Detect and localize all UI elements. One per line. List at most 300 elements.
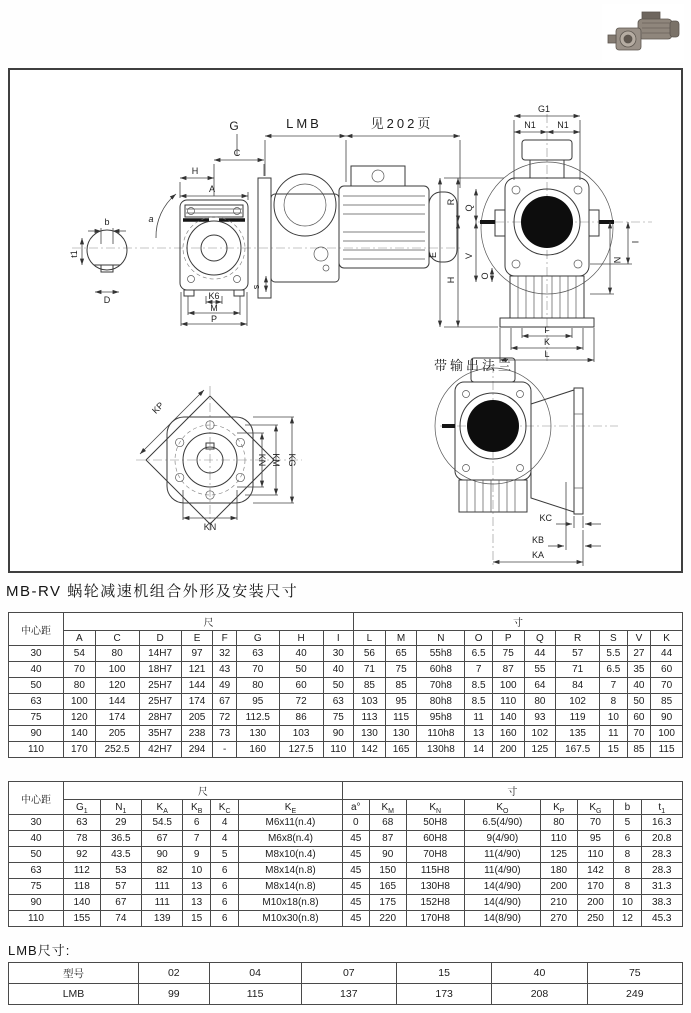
table-cell: 60 — [627, 710, 651, 726]
table-cell: 93 — [524, 710, 556, 726]
table-cell: 75 — [492, 646, 524, 662]
table-cell: 40 — [279, 646, 323, 662]
table-cell: 125 — [524, 742, 556, 758]
dim-label-E: E — [428, 251, 438, 259]
row-header: 30 — [9, 646, 64, 662]
table-cell: 30 — [323, 646, 354, 662]
table-cell: 80 — [95, 646, 139, 662]
dim-label-N1-right: N1 — [557, 120, 569, 130]
table-cell: 130 — [385, 726, 417, 742]
table-row — [9, 694, 683, 710]
table-cell: 60h8 — [417, 662, 465, 678]
column-header: R — [556, 631, 600, 646]
table-cell: 6 — [211, 895, 239, 911]
row-header: 110 — [9, 911, 64, 927]
column-header: L — [354, 631, 386, 646]
see-page-202-note: 见202页 — [370, 116, 434, 131]
column-header: a° — [342, 800, 369, 815]
dim-label-K: K — [543, 337, 551, 347]
table-cell: 85 — [627, 742, 651, 758]
table-cell: 45 — [342, 879, 369, 895]
column-header: M — [385, 631, 417, 646]
table-cell: 85 — [354, 678, 386, 694]
table-cell: 238 — [181, 726, 213, 742]
lmb-section-title: LMB尺寸: — [8, 943, 71, 958]
table-cell: 55h8 — [417, 646, 465, 662]
table-row — [9, 726, 683, 742]
table-cell: 6 — [211, 879, 239, 895]
table-cell: 6.5 — [600, 662, 628, 678]
dim-label-M: M — [210, 303, 218, 313]
table-cell: 80 — [64, 678, 96, 694]
table-cell: 28.3 — [641, 847, 683, 863]
table-cell: 103 — [354, 694, 386, 710]
table-cell: 14H7 — [139, 646, 181, 662]
gearmotor-photo-image — [602, 4, 684, 62]
table-cell: 102 — [524, 726, 556, 742]
table-cell: 115 — [209, 984, 301, 1005]
table-cell: 40 — [627, 678, 651, 694]
column-header: N — [417, 631, 465, 646]
row-header: 75 — [9, 879, 64, 895]
column-header: $K_N$ — [406, 800, 464, 815]
table-cell: 67 — [100, 895, 141, 911]
table-cell: 27 — [627, 646, 651, 662]
table-cell: 75 — [385, 662, 417, 678]
table-cell: M8x10(n.4) — [239, 847, 342, 863]
table-cell: 42H7 — [139, 742, 181, 758]
data-table — [8, 781, 683, 927]
table-cell: 140 — [492, 710, 524, 726]
table-cell: 80h8 — [417, 694, 465, 710]
table-cell: 205 — [95, 726, 139, 742]
table-cell: 160 — [236, 742, 279, 758]
table-cell: 72 — [213, 710, 237, 726]
corner-header: 中心距 — [9, 613, 64, 646]
table-cell: 5 — [614, 815, 641, 831]
table-cell: 220 — [369, 911, 406, 927]
table-cell: M6x8(n.4) — [239, 831, 342, 847]
dim-label-P: P — [210, 314, 218, 324]
table-cell: 60H8 — [406, 831, 464, 847]
table-cell: 165 — [385, 742, 417, 758]
table-cell: 45 — [342, 863, 369, 879]
table-cell: 95 — [236, 694, 279, 710]
table-cell: 155 — [64, 911, 101, 927]
table-row — [9, 678, 683, 694]
dim-label-KP: KP — [150, 400, 166, 416]
table-cell: 174 — [181, 694, 213, 710]
row-header: 63 — [9, 863, 64, 879]
combo-dimension-table-1 — [8, 612, 683, 758]
table-cell: 100 — [651, 726, 683, 742]
table-cell: 44 — [651, 646, 683, 662]
table-cell: 63 — [64, 815, 101, 831]
table-row — [9, 963, 683, 984]
column-header: $K_C$ — [211, 800, 239, 815]
table-cell: 45 — [342, 831, 369, 847]
page-title: MB-RV 蜗轮减速机组合外形及安装尺寸 — [6, 583, 299, 600]
dim-label-H2: H — [446, 276, 456, 284]
table-cell: 0 — [342, 815, 369, 831]
table-cell: 35 — [627, 662, 651, 678]
table-cell: 50 — [323, 678, 354, 694]
table-cell: 70 — [64, 662, 96, 678]
dim-label-C: C — [233, 148, 241, 158]
table-cell: 95h8 — [417, 710, 465, 726]
table-row — [9, 879, 683, 895]
column-header: D — [139, 631, 181, 646]
column-header: $N_1$ — [100, 800, 141, 815]
table-cell: 72 — [279, 694, 323, 710]
dim-label-KA: KA — [531, 550, 545, 560]
row-header: 40 — [9, 831, 64, 847]
table-cell: 7 — [465, 662, 493, 678]
table-cell: 270 — [540, 911, 577, 927]
table-cell: 57 — [556, 646, 600, 662]
column-header: F — [213, 631, 237, 646]
table-cell: 4 — [211, 815, 239, 831]
table-cell: 125 — [540, 847, 577, 863]
table-cell: 7 — [600, 678, 628, 694]
table-cell: 67 — [213, 694, 237, 710]
column-header: Q — [524, 631, 556, 646]
table-cell: 64 — [524, 678, 556, 694]
data-table — [8, 962, 683, 1005]
table-row — [9, 911, 683, 927]
table-cell: 111 — [142, 879, 183, 895]
table-row — [9, 710, 683, 726]
dim-label-G: G — [229, 119, 239, 133]
table-cell: 13 — [183, 895, 211, 911]
table-cell: 170 — [64, 742, 96, 758]
with-output-flange-title: 带输出法兰 — [434, 358, 515, 373]
table-cell: 11 — [600, 726, 628, 742]
group-header: 尺 — [64, 782, 343, 800]
column-header: $K_E$ — [239, 800, 342, 815]
table-cell: 44 — [524, 646, 556, 662]
table-cell: M8x14(n.8) — [239, 863, 342, 879]
table-cell: 10 — [600, 710, 628, 726]
table-cell: 144 — [95, 694, 139, 710]
table-cell: M6x11(n.4) — [239, 815, 342, 831]
table-cell: 11(4/90) — [464, 863, 540, 879]
lmb-dimension-table — [8, 962, 683, 1005]
table-cell: 70 — [577, 815, 614, 831]
table-cell: 160 — [492, 726, 524, 742]
table-cell: 13 — [465, 726, 493, 742]
dim-label-KN-side: KN — [257, 453, 267, 467]
table-cell: 174 — [95, 710, 139, 726]
table-cell: 45 — [342, 895, 369, 911]
table-cell: 45.3 — [641, 911, 683, 927]
table-cell: 87 — [492, 662, 524, 678]
table-cell: 200 — [577, 895, 614, 911]
table-cell: 70h8 — [417, 678, 465, 694]
column-header: $K_M$ — [369, 800, 406, 815]
table-cell: 110 — [577, 847, 614, 863]
row-header: 90 — [9, 726, 64, 742]
row-header: 110 — [9, 742, 64, 758]
table-cell: 137 — [301, 984, 396, 1005]
dim-label-KG: KG — [287, 453, 297, 467]
table-cell: 100 — [64, 694, 96, 710]
table-cell: 90 — [651, 710, 683, 726]
table-row — [9, 646, 683, 662]
table-cell: 90 — [369, 847, 406, 863]
table-cell: 65 — [385, 646, 417, 662]
table-cell: 14(4/90) — [464, 879, 540, 895]
table-cell: 110 — [323, 742, 354, 758]
data-table — [8, 612, 683, 758]
table-cell: 97 — [181, 646, 213, 662]
table-cell: 78 — [64, 831, 101, 847]
table-cell: 80 — [540, 815, 577, 831]
table-cell: 92 — [64, 847, 101, 863]
table-cell: 11 — [465, 710, 493, 726]
column-header: H — [279, 631, 323, 646]
table-cell: 8 — [614, 879, 641, 895]
column-header: V — [627, 631, 651, 646]
table-cell: 95 — [577, 831, 614, 847]
table-cell: 50H8 — [406, 815, 464, 831]
table-cell: 140 — [64, 895, 101, 911]
table-cell: 53 — [100, 863, 141, 879]
table-cell: 95 — [385, 694, 417, 710]
column-header: A — [64, 631, 96, 646]
column-header: b — [614, 800, 641, 815]
column-header: $K_P$ — [540, 800, 577, 815]
table-cell: 252.5 — [95, 742, 139, 758]
column-header: I — [323, 631, 354, 646]
dim-label-L: L — [544, 349, 550, 359]
table-cell: 5.5 — [600, 646, 628, 662]
row-header: 30 — [9, 815, 64, 831]
row-header: 40 — [9, 662, 64, 678]
table-cell: 43 — [213, 662, 237, 678]
table-cell: M10x30(n.8) — [239, 911, 342, 927]
table-cell: 80 — [236, 678, 279, 694]
table-cell: 14(4/90) — [464, 895, 540, 911]
table-cell: 71 — [556, 662, 600, 678]
table-cell: 6.5 — [465, 646, 493, 662]
dim-label-H: H — [191, 166, 199, 176]
table-cell: 67 — [142, 831, 183, 847]
table-cell: 85 — [651, 694, 683, 710]
table-cell: 175 — [369, 895, 406, 911]
dim-label-I: I — [630, 240, 640, 244]
table-cell: 120 — [64, 710, 96, 726]
table-cell: 9(4/90) — [464, 831, 540, 847]
table-cell: 249 — [587, 984, 682, 1005]
table-row — [9, 895, 683, 911]
table-cell: 45 — [342, 911, 369, 927]
row-header: 型号 — [9, 963, 139, 984]
combo-dimension-table-2 — [8, 781, 683, 927]
table-cell: 7 — [183, 831, 211, 847]
table-cell: 208 — [492, 984, 587, 1005]
table-cell: 85 — [385, 678, 417, 694]
table-cell: 15 — [600, 742, 628, 758]
table-row — [9, 831, 683, 847]
table-cell: 63 — [323, 694, 354, 710]
table-cell: 13 — [183, 879, 211, 895]
table-cell: 31.3 — [641, 879, 683, 895]
table-cell: 6.5(4/90) — [464, 815, 540, 831]
dim-label-t1: t1 — [69, 250, 79, 258]
table-cell: M10x18(n.8) — [239, 895, 342, 911]
table-cell: 70 — [236, 662, 279, 678]
table-cell: 20.8 — [641, 831, 683, 847]
table-cell: 14(8/90) — [464, 911, 540, 927]
table-cell: M8x14(n.8) — [239, 879, 342, 895]
table-cell: 55 — [524, 662, 556, 678]
dim-label-V: V — [464, 252, 474, 260]
table-cell: 6 — [183, 815, 211, 831]
table-cell: 82 — [142, 863, 183, 879]
dim-label-D: D — [103, 295, 111, 305]
table-cell: 86 — [279, 710, 323, 726]
table-cell: 54.5 — [142, 815, 183, 831]
table-cell: 45 — [342, 847, 369, 863]
table-row — [9, 984, 683, 1005]
table-row — [9, 847, 683, 863]
table-cell: 54 — [64, 646, 96, 662]
output-flange-side-drawing — [435, 358, 618, 566]
table-cell: 10 — [614, 895, 641, 911]
table-cell: 200 — [540, 879, 577, 895]
row-header: 63 — [9, 694, 64, 710]
table-cell: 70H8 — [406, 847, 464, 863]
table-cell: 210 — [540, 895, 577, 911]
table-cell: 68 — [369, 815, 406, 831]
table-cell: 02 — [139, 963, 210, 984]
table-cell: 38.3 — [641, 895, 683, 911]
table-cell: - — [213, 742, 237, 758]
table-cell: 130 — [236, 726, 279, 742]
dim-label-angle-a: a — [148, 214, 154, 224]
table-cell: 139 — [142, 911, 183, 927]
row-header: LMB — [9, 984, 139, 1005]
dim-label-LMB: LMB — [286, 116, 322, 131]
table-cell: 28H7 — [139, 710, 181, 726]
table-cell: 112.5 — [236, 710, 279, 726]
table-cell: 57 — [100, 879, 141, 895]
table-cell: 36.5 — [100, 831, 141, 847]
table-cell: 110 — [492, 694, 524, 710]
row-header: 75 — [9, 710, 64, 726]
table-cell: 200 — [492, 742, 524, 758]
column-header: $K_B$ — [183, 800, 211, 815]
technical-drawing-panel — [8, 68, 683, 573]
table-cell: 07 — [301, 963, 396, 984]
dim-label-Q: Q — [464, 204, 474, 212]
column-header: G — [236, 631, 279, 646]
table-cell: 28.3 — [641, 863, 683, 879]
table-cell: 130h8 — [417, 742, 465, 758]
table-cell: 84 — [556, 678, 600, 694]
table-cell: 71 — [354, 662, 386, 678]
gearmotor-photo — [602, 4, 684, 62]
table-row — [9, 662, 683, 678]
table-cell: 49 — [213, 678, 237, 694]
table-cell: 150 — [369, 863, 406, 879]
table-cell: 142 — [577, 863, 614, 879]
table-cell: 130 — [354, 726, 386, 742]
column-header: $K_A$ — [142, 800, 183, 815]
table-cell: 75 — [323, 710, 354, 726]
column-header: $K_G$ — [577, 800, 614, 815]
column-header: $K_O$ — [464, 800, 540, 815]
table-cell: 8 — [614, 863, 641, 879]
table-row — [9, 863, 683, 879]
table-cell: 144 — [181, 678, 213, 694]
table-cell: 130H8 — [406, 879, 464, 895]
table-cell: 8.5 — [465, 678, 493, 694]
table-cell: 115H8 — [406, 863, 464, 879]
row-header: 90 — [9, 895, 64, 911]
table-cell: 70 — [627, 726, 651, 742]
table-cell: 112 — [64, 863, 101, 879]
flange-face-dim-labels — [150, 400, 297, 532]
table-cell: 74 — [100, 911, 141, 927]
table-cell: 110 — [540, 831, 577, 847]
table-cell: 14 — [465, 742, 493, 758]
table-cell: 50 — [627, 694, 651, 710]
table-row — [9, 742, 683, 758]
dim-label-K6: K6 — [208, 291, 220, 301]
column-header: C — [95, 631, 139, 646]
table-row — [9, 815, 683, 831]
table-cell: 6 — [211, 911, 239, 927]
table-cell: 100 — [95, 662, 139, 678]
table-cell: 60 — [651, 662, 683, 678]
assembly-dim-labels — [69, 116, 433, 324]
table-cell: 12 — [614, 911, 641, 927]
column-header: E — [181, 631, 213, 646]
table-cell: 63 — [236, 646, 279, 662]
dim-label-N: N — [612, 256, 622, 264]
group-header: 寸 — [342, 782, 682, 800]
row-header: 50 — [9, 678, 64, 694]
dim-label-KB: KB — [531, 535, 544, 545]
column-header: O — [465, 631, 493, 646]
column-header: $G_1$ — [64, 800, 101, 815]
table-cell: 294 — [181, 742, 213, 758]
dim-label-A: A — [208, 184, 216, 194]
table-cell: 118 — [64, 879, 101, 895]
table-cell: 205 — [181, 710, 213, 726]
table-cell: 8 — [614, 847, 641, 863]
column-header: $t_1$ — [641, 800, 683, 815]
table-cell: 110h8 — [417, 726, 465, 742]
assembly-side-view-drawing — [72, 134, 462, 326]
table-cell: 6 — [211, 863, 239, 879]
table-cell: 50 — [279, 662, 323, 678]
row-header: 50 — [9, 847, 64, 863]
table-cell: 29 — [100, 815, 141, 831]
dim-label-G1: G1 — [537, 104, 551, 114]
table-cell: 6 — [614, 831, 641, 847]
table-cell: 35H7 — [139, 726, 181, 742]
table-cell: 04 — [209, 963, 301, 984]
table-cell: 25H7 — [139, 694, 181, 710]
dim-label-KC: KC — [539, 513, 552, 523]
dim-label-KM: KM — [271, 453, 281, 467]
table-cell: 103 — [279, 726, 323, 742]
column-header: S — [600, 631, 628, 646]
table-cell: 119 — [556, 710, 600, 726]
